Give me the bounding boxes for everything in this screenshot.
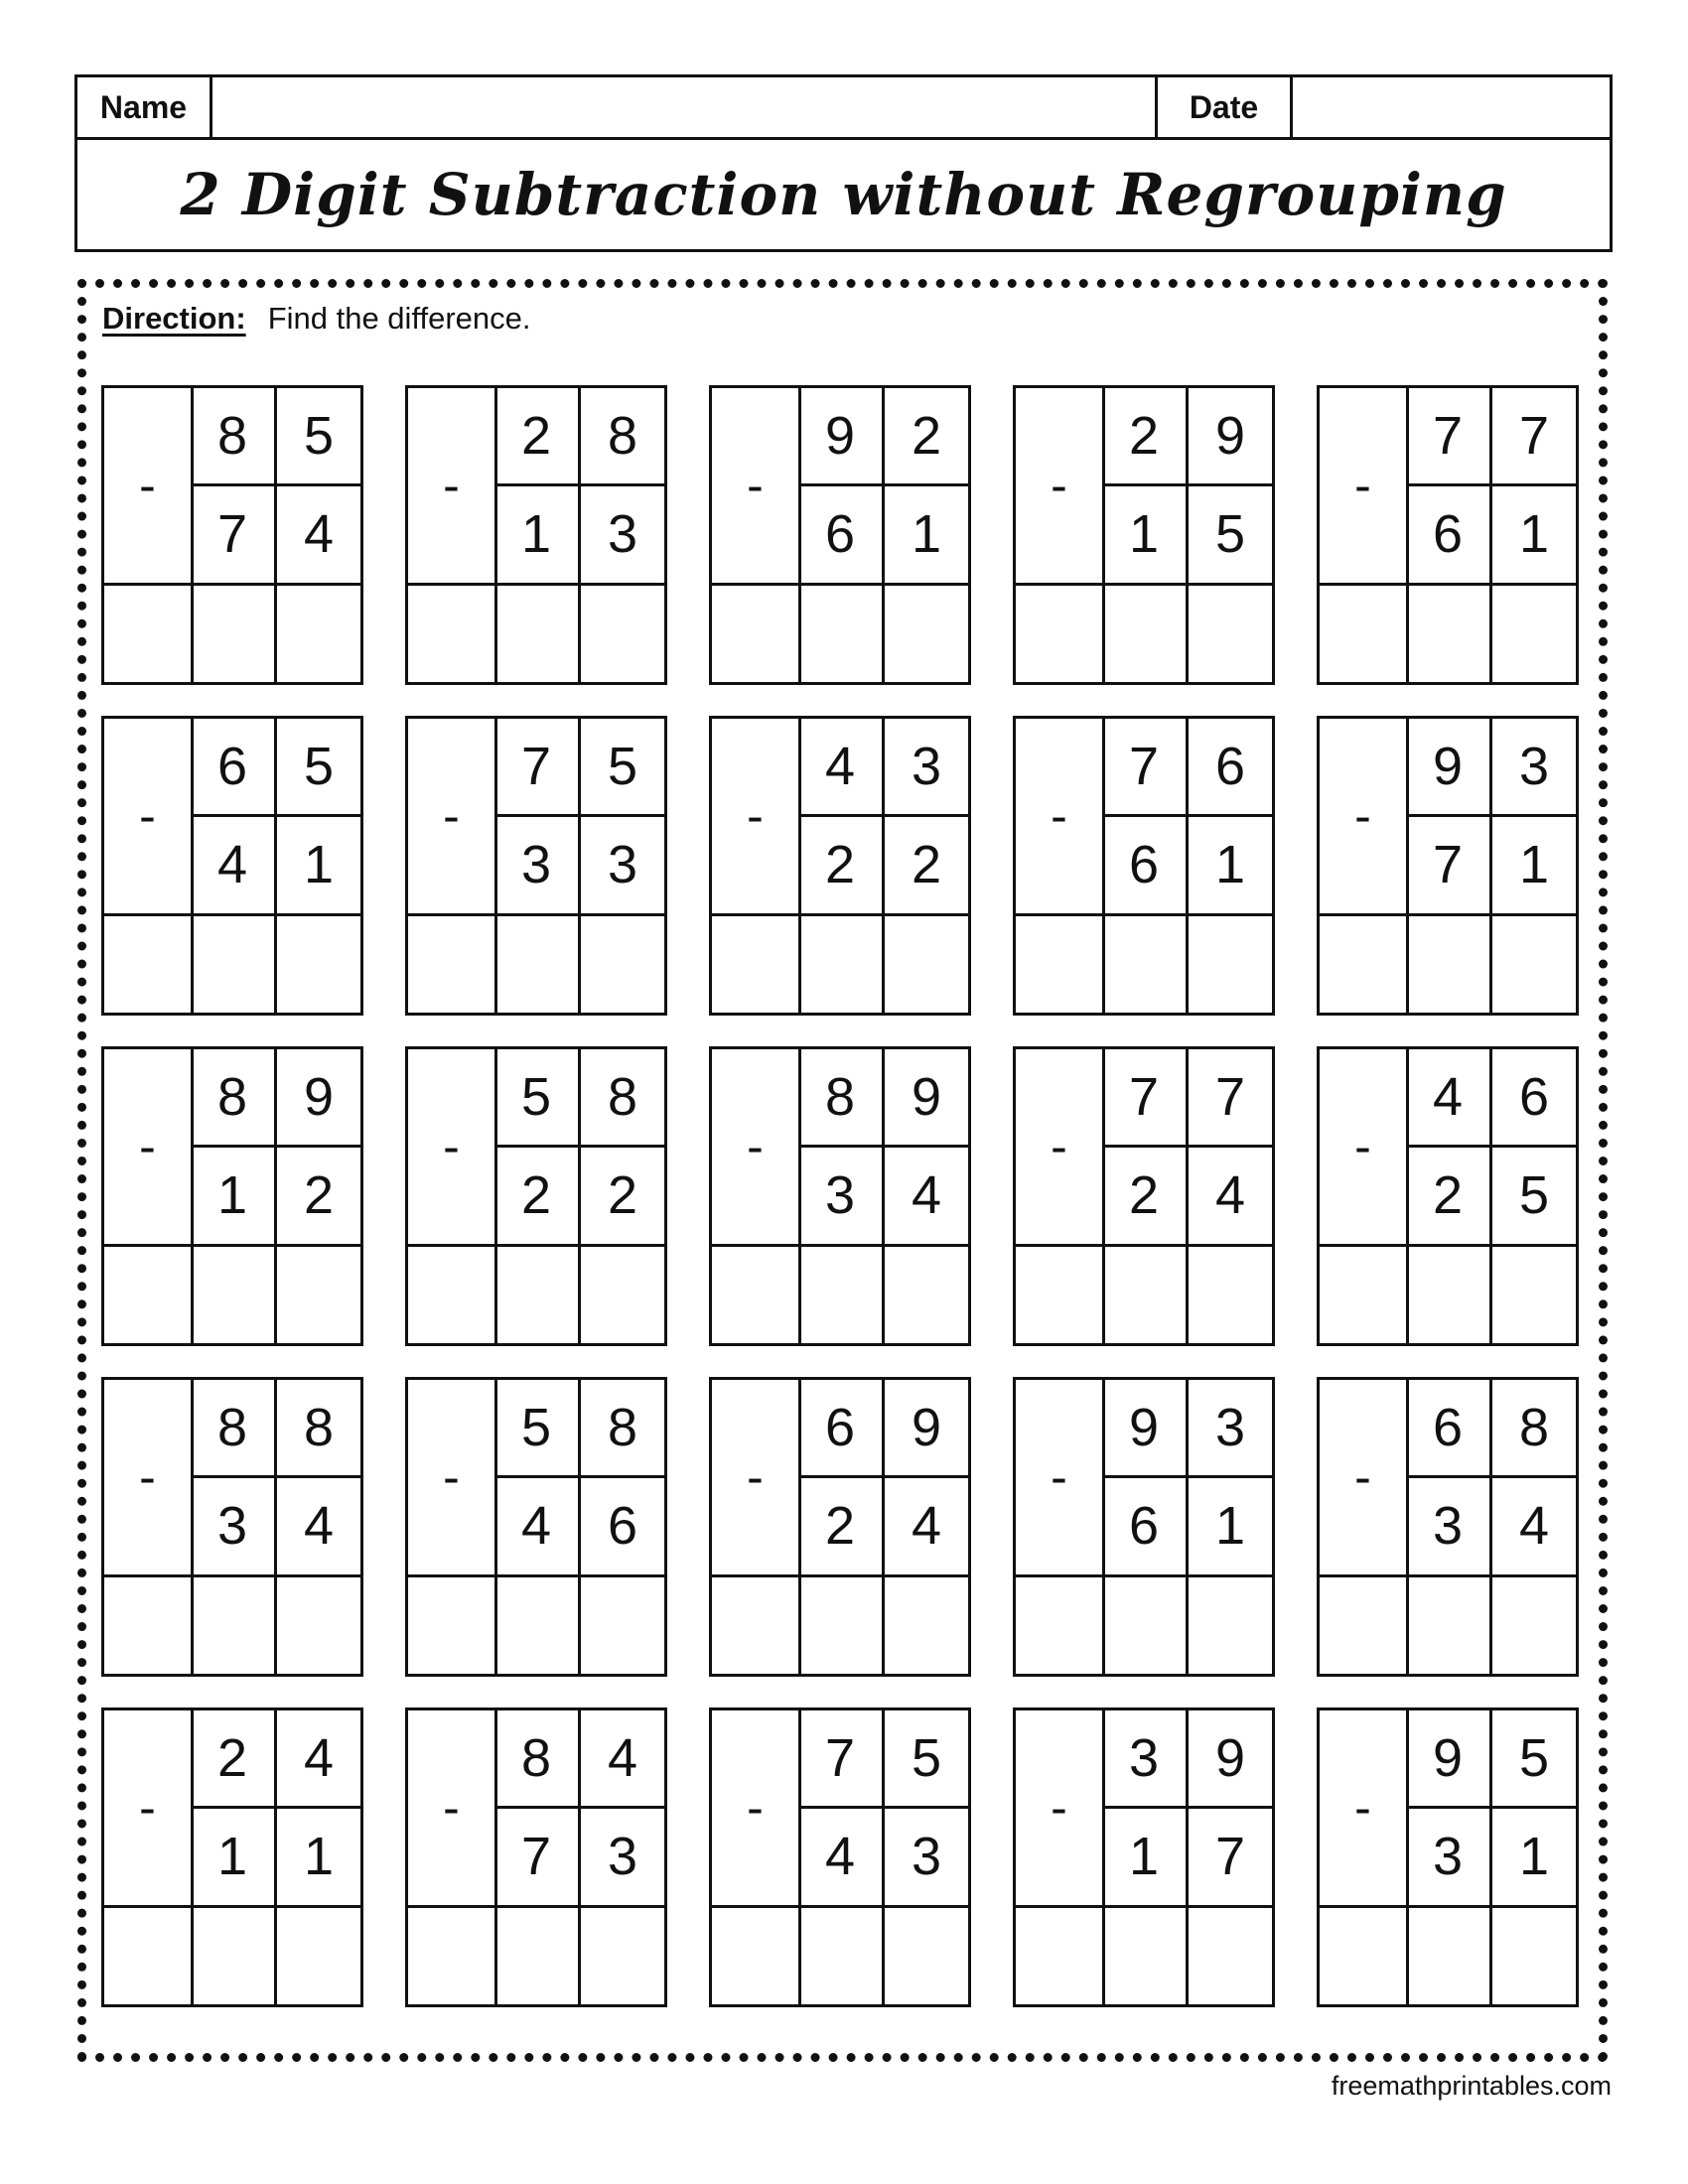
minuend-tens-digit: 4 — [824, 737, 856, 796]
minus-sign: - — [1051, 788, 1067, 844]
minus-sign: - — [139, 458, 156, 513]
answer-sign-cell[interactable] — [408, 1246, 492, 1343]
subtrahend-tens-digit: 3 — [1432, 1496, 1464, 1556]
subtrahend-tens-digit: 6 — [1128, 1496, 1160, 1556]
subtrahend-ones-digit: 7 — [1214, 1827, 1246, 1886]
minuend-tens-digit: 6 — [824, 1398, 856, 1457]
answer-ones-cell[interactable] — [1189, 1907, 1272, 2004]
answer-tens-cell[interactable] — [1105, 1246, 1189, 1343]
subtrahend-tens-digit: 7 — [216, 504, 248, 564]
name-label: Name — [77, 77, 212, 137]
minuend-tens-digit: 4 — [1432, 1067, 1464, 1127]
answer-ones-cell[interactable] — [1189, 915, 1272, 1013]
subtrahend-tens-digit: 1 — [1128, 1827, 1160, 1886]
problem-box — [405, 716, 667, 1016]
minuend-ones-digit: 3 — [1214, 1398, 1246, 1457]
answer-ones-cell[interactable] — [885, 1907, 968, 2004]
answer-sign-cell[interactable] — [712, 1907, 795, 2004]
problem-box — [1013, 1046, 1275, 1346]
answer-ones-cell[interactable] — [581, 915, 664, 1013]
problem-box — [1317, 1707, 1579, 2007]
answer-tens-cell[interactable] — [497, 915, 581, 1013]
answer-tens-cell[interactable] — [801, 1576, 885, 1674]
problem-box — [1317, 716, 1579, 1016]
subtrahend-tens-digit: 4 — [216, 835, 248, 894]
answer-ones-cell[interactable] — [1492, 585, 1576, 682]
subtrahend-ones-digit: 4 — [911, 1496, 942, 1556]
minus-sign: - — [443, 1449, 460, 1505]
answer-sign-cell[interactable] — [1016, 1246, 1099, 1343]
minuend-tens-digit: 2 — [520, 406, 552, 466]
minuend-tens-digit: 6 — [1432, 1398, 1464, 1457]
subtrahend-tens-digit: 1 — [216, 1165, 248, 1225]
problem-box — [1317, 1377, 1579, 1677]
minus-sign: - — [747, 1119, 764, 1174]
answer-sign-cell[interactable] — [1320, 1576, 1403, 1674]
answer-sign-cell[interactable] — [1016, 585, 1099, 682]
answer-sign-cell[interactable] — [712, 1246, 795, 1343]
answer-ones-cell[interactable] — [1189, 1246, 1272, 1343]
answer-tens-cell[interactable] — [1105, 915, 1189, 1013]
subtrahend-ones-digit: 3 — [607, 835, 638, 894]
subtrahend-ones-digit: 1 — [1214, 835, 1246, 894]
minuend-tens-digit: 2 — [1128, 406, 1160, 466]
minus-sign: - — [139, 1780, 156, 1836]
problem-box — [709, 1707, 971, 2007]
minus-sign: - — [747, 458, 764, 513]
answer-tens-cell[interactable] — [1409, 1907, 1492, 2004]
subtrahend-ones-digit: 1 — [1518, 504, 1550, 564]
minuend-tens-digit: 9 — [1432, 737, 1464, 796]
minuend-ones-digit: 9 — [303, 1067, 335, 1127]
answer-tens-cell[interactable] — [1409, 585, 1492, 682]
minuend-tens-digit: 5 — [520, 1398, 552, 1457]
problem-box — [101, 716, 363, 1016]
subtrahend-tens-digit: 2 — [520, 1165, 552, 1225]
minus-sign: - — [1051, 1119, 1067, 1174]
answer-ones-cell[interactable] — [581, 1246, 664, 1343]
subtrahend-tens-digit: 6 — [1432, 504, 1464, 564]
minuend-ones-digit: 2 — [911, 406, 942, 466]
answer-sign-cell[interactable] — [1016, 1907, 1099, 2004]
subtrahend-ones-digit: 6 — [607, 1496, 638, 1556]
subtrahend-tens-digit: 6 — [824, 504, 856, 564]
answer-tens-cell[interactable] — [801, 1246, 885, 1343]
answer-sign-cell[interactable] — [1320, 1907, 1403, 2004]
minuend-tens-digit: 8 — [824, 1067, 856, 1127]
worksheet-title: 2 Digit Subtraction without Regrouping — [180, 161, 1507, 228]
problem-box — [709, 716, 971, 1016]
answer-ones-cell[interactable] — [277, 915, 360, 1013]
minuend-ones-digit: 5 — [911, 1728, 942, 1788]
subtrahend-tens-digit: 2 — [824, 835, 856, 894]
date-field[interactable] — [1293, 77, 1610, 137]
problem-box — [709, 385, 971, 685]
minus-sign: - — [443, 458, 460, 513]
answer-tens-cell[interactable] — [497, 585, 581, 682]
answer-sign-cell[interactable] — [408, 585, 492, 682]
answer-tens-cell[interactable] — [194, 915, 277, 1013]
problem-box — [101, 1377, 363, 1677]
minuend-tens-digit: 8 — [520, 1728, 552, 1788]
minuend-ones-digit: 5 — [607, 737, 638, 796]
subtrahend-ones-digit: 4 — [303, 1496, 335, 1556]
problem-box — [709, 1046, 971, 1346]
minus-sign: - — [443, 1780, 460, 1836]
minuend-ones-digit: 5 — [303, 737, 335, 796]
subtrahend-ones-digit: 2 — [607, 1165, 638, 1225]
answer-tens-cell[interactable] — [801, 585, 885, 682]
minuend-tens-digit: 6 — [216, 737, 248, 796]
minuend-tens-digit: 2 — [216, 1728, 248, 1788]
minuend-tens-digit: 9 — [1432, 1728, 1464, 1788]
minus-sign: - — [747, 1449, 764, 1505]
answer-ones-cell[interactable] — [885, 1576, 968, 1674]
subtrahend-ones-digit: 1 — [1518, 835, 1550, 894]
answer-sign-cell[interactable] — [1016, 915, 1099, 1013]
answer-ones-cell[interactable] — [581, 585, 664, 682]
answer-ones-cell[interactable] — [885, 585, 968, 682]
answer-ones-cell[interactable] — [1189, 585, 1272, 682]
minuend-tens-digit: 7 — [824, 1728, 856, 1788]
answer-tens-cell[interactable] — [1409, 1246, 1492, 1343]
subtrahend-tens-digit: 3 — [216, 1496, 248, 1556]
subtrahend-ones-digit: 4 — [1518, 1496, 1550, 1556]
subtrahend-tens-digit: 3 — [520, 835, 552, 894]
minus-sign: - — [139, 1119, 156, 1174]
subtrahend-tens-digit: 1 — [520, 504, 552, 564]
minus-sign: - — [1051, 1449, 1067, 1505]
date-label: Date — [1158, 77, 1293, 137]
subtrahend-ones-digit: 1 — [303, 1827, 335, 1886]
answer-sign-cell[interactable] — [104, 1576, 188, 1674]
minuend-ones-digit: 8 — [607, 1067, 638, 1127]
minus-sign: - — [747, 788, 764, 844]
answer-tens-cell[interactable] — [194, 1576, 277, 1674]
subtrahend-tens-digit: 1 — [1128, 504, 1160, 564]
subtrahend-ones-digit: 4 — [1214, 1165, 1246, 1225]
minuend-tens-digit: 9 — [824, 406, 856, 466]
subtrahend-ones-digit: 2 — [303, 1165, 335, 1225]
answer-ones-cell[interactable] — [1492, 1246, 1576, 1343]
minus-sign: - — [1354, 1119, 1371, 1174]
subtrahend-tens-digit: 4 — [824, 1827, 856, 1886]
subtrahend-tens-digit: 2 — [1128, 1165, 1160, 1225]
minuend-ones-digit: 3 — [911, 737, 942, 796]
minuend-ones-digit: 9 — [1214, 1728, 1246, 1788]
subtrahend-ones-digit: 5 — [1518, 1165, 1550, 1225]
answer-tens-cell[interactable] — [801, 1907, 885, 2004]
answer-sign-cell[interactable] — [1320, 1246, 1403, 1343]
subtrahend-tens-digit: 2 — [1432, 1165, 1464, 1225]
minuend-ones-digit: 5 — [1518, 1728, 1550, 1788]
answer-ones-cell[interactable] — [1492, 915, 1576, 1013]
problem-box — [101, 385, 363, 685]
direction-text: Find the difference. — [267, 301, 531, 336]
minuend-ones-digit: 8 — [303, 1398, 335, 1457]
answer-ones-cell[interactable] — [1492, 1576, 1576, 1674]
name-date-row — [77, 77, 1610, 140]
minuend-ones-digit: 6 — [1518, 1067, 1550, 1127]
minus-sign: - — [1354, 1780, 1371, 1836]
minuend-tens-digit: 7 — [1432, 406, 1464, 466]
problem-box — [101, 1046, 363, 1346]
minuend-tens-digit: 3 — [1128, 1728, 1160, 1788]
subtrahend-tens-digit: 3 — [1432, 1827, 1464, 1886]
minuend-ones-digit: 9 — [911, 1067, 942, 1127]
minuend-ones-digit: 8 — [607, 1398, 638, 1457]
answer-tens-cell[interactable] — [801, 915, 885, 1013]
answer-ones-cell[interactable] — [1189, 1576, 1272, 1674]
answer-sign-cell[interactable] — [104, 585, 188, 682]
answer-ones-cell[interactable] — [1492, 1907, 1576, 2004]
answer-tens-cell[interactable] — [497, 1907, 581, 2004]
answer-ones-cell[interactable] — [277, 1907, 360, 2004]
answer-ones-cell[interactable] — [581, 1576, 664, 1674]
answer-tens-cell[interactable] — [194, 1907, 277, 2004]
minuend-ones-digit: 9 — [1214, 406, 1246, 466]
answer-tens-cell[interactable] — [1409, 915, 1492, 1013]
answer-sign-cell[interactable] — [712, 1576, 795, 1674]
answer-ones-cell[interactable] — [277, 1246, 360, 1343]
subtrahend-tens-digit: 3 — [824, 1165, 856, 1225]
answer-sign-cell[interactable] — [712, 915, 795, 1013]
minuend-ones-digit: 7 — [1518, 406, 1550, 466]
answer-tens-cell[interactable] — [497, 1246, 581, 1343]
minus-sign: - — [1051, 458, 1067, 513]
answer-tens-cell[interactable] — [497, 1576, 581, 1674]
subtrahend-ones-digit: 3 — [911, 1827, 942, 1886]
minuend-tens-digit: 8 — [216, 1067, 248, 1127]
subtrahend-tens-digit: 7 — [520, 1827, 552, 1886]
problem-box — [405, 1377, 667, 1677]
minus-sign: - — [1354, 788, 1371, 844]
problem-box — [1013, 716, 1275, 1016]
minus-sign: - — [1354, 1449, 1371, 1505]
minus-sign: - — [1354, 458, 1371, 513]
answer-sign-cell[interactable] — [104, 915, 188, 1013]
subtrahend-ones-digit: 4 — [303, 504, 335, 564]
answer-sign-cell[interactable] — [1016, 1576, 1099, 1674]
subtrahend-ones-digit: 5 — [1214, 504, 1246, 564]
minus-sign: - — [443, 1119, 460, 1174]
minuend-ones-digit: 8 — [607, 406, 638, 466]
answer-sign-cell[interactable] — [104, 1246, 188, 1343]
name-field[interactable] — [212, 77, 1158, 137]
problem-box — [1013, 1377, 1275, 1677]
answer-tens-cell[interactable] — [1105, 1576, 1189, 1674]
answer-ones-cell[interactable] — [885, 1246, 968, 1343]
answer-sign-cell[interactable] — [408, 915, 492, 1013]
minuend-ones-digit: 7 — [1214, 1067, 1246, 1127]
subtrahend-ones-digit: 2 — [911, 835, 942, 894]
answer-sign-cell[interactable] — [1320, 585, 1403, 682]
subtrahend-ones-digit: 3 — [607, 504, 638, 564]
minuend-tens-digit: 7 — [1128, 1067, 1160, 1127]
minus-sign: - — [747, 1780, 764, 1836]
minuend-ones-digit: 4 — [607, 1728, 638, 1788]
problem-box — [709, 1377, 971, 1677]
minuend-tens-digit: 7 — [1128, 737, 1160, 796]
problem-box — [405, 1707, 667, 2007]
answer-sign-cell[interactable] — [712, 585, 795, 682]
minuend-ones-digit: 5 — [303, 406, 335, 466]
answer-tens-cell[interactable] — [1409, 1576, 1492, 1674]
subtrahend-ones-digit: 1 — [303, 835, 335, 894]
minuend-ones-digit: 9 — [911, 1398, 942, 1457]
minuend-tens-digit: 5 — [520, 1067, 552, 1127]
answer-sign-cell[interactable] — [408, 1576, 492, 1674]
footer-site: freemathprintables.com — [1331, 2071, 1612, 2101]
subtrahend-ones-digit: 1 — [1214, 1496, 1246, 1556]
problem-box — [1013, 385, 1275, 685]
minuend-ones-digit: 3 — [1518, 737, 1550, 796]
minus-sign: - — [139, 788, 156, 844]
minuend-ones-digit: 6 — [1214, 737, 1246, 796]
minuend-tens-digit: 8 — [216, 1398, 248, 1457]
minuend-ones-digit: 8 — [1518, 1398, 1550, 1457]
minus-sign: - — [139, 1449, 156, 1505]
direction — [102, 301, 531, 337]
subtrahend-ones-digit: 4 — [911, 1165, 942, 1225]
answer-sign-cell[interactable] — [1320, 915, 1403, 1013]
subtrahend-tens-digit: 4 — [520, 1496, 552, 1556]
answer-tens-cell[interactable] — [194, 1246, 277, 1343]
answer-ones-cell[interactable] — [277, 1576, 360, 1674]
problem-box — [1013, 1707, 1275, 2007]
minuend-tens-digit: 8 — [216, 406, 248, 466]
answer-tens-cell[interactable] — [1105, 585, 1189, 682]
problem-box — [405, 385, 667, 685]
answer-ones-cell[interactable] — [277, 585, 360, 682]
answer-ones-cell[interactable] — [581, 1907, 664, 2004]
answer-tens-cell[interactable] — [1105, 1907, 1189, 2004]
minus-sign: - — [443, 788, 460, 844]
direction-label: Direction: — [102, 301, 246, 336]
worksheet-header — [74, 74, 1613, 252]
subtrahend-tens-digit: 2 — [824, 1496, 856, 1556]
answer-ones-cell[interactable] — [885, 915, 968, 1013]
subtrahend-ones-digit: 3 — [607, 1827, 638, 1886]
subtrahend-tens-digit: 1 — [216, 1827, 248, 1886]
answer-sign-cell[interactable] — [408, 1907, 492, 2004]
subtrahend-tens-digit: 7 — [1432, 835, 1464, 894]
minus-sign: - — [1051, 1780, 1067, 1836]
subtrahend-tens-digit: 6 — [1128, 835, 1160, 894]
subtrahend-ones-digit: 1 — [1518, 1827, 1550, 1886]
subtrahend-ones-digit: 1 — [911, 504, 942, 564]
answer-sign-cell[interactable] — [104, 1907, 188, 2004]
problem-box — [1317, 1046, 1579, 1346]
problem-box — [405, 1046, 667, 1346]
problem-box — [101, 1707, 363, 2007]
minuend-tens-digit: 7 — [520, 737, 552, 796]
answer-tens-cell[interactable] — [194, 585, 277, 682]
minuend-tens-digit: 9 — [1128, 1398, 1160, 1457]
minuend-ones-digit: 4 — [303, 1728, 335, 1788]
problem-box — [1317, 385, 1579, 685]
